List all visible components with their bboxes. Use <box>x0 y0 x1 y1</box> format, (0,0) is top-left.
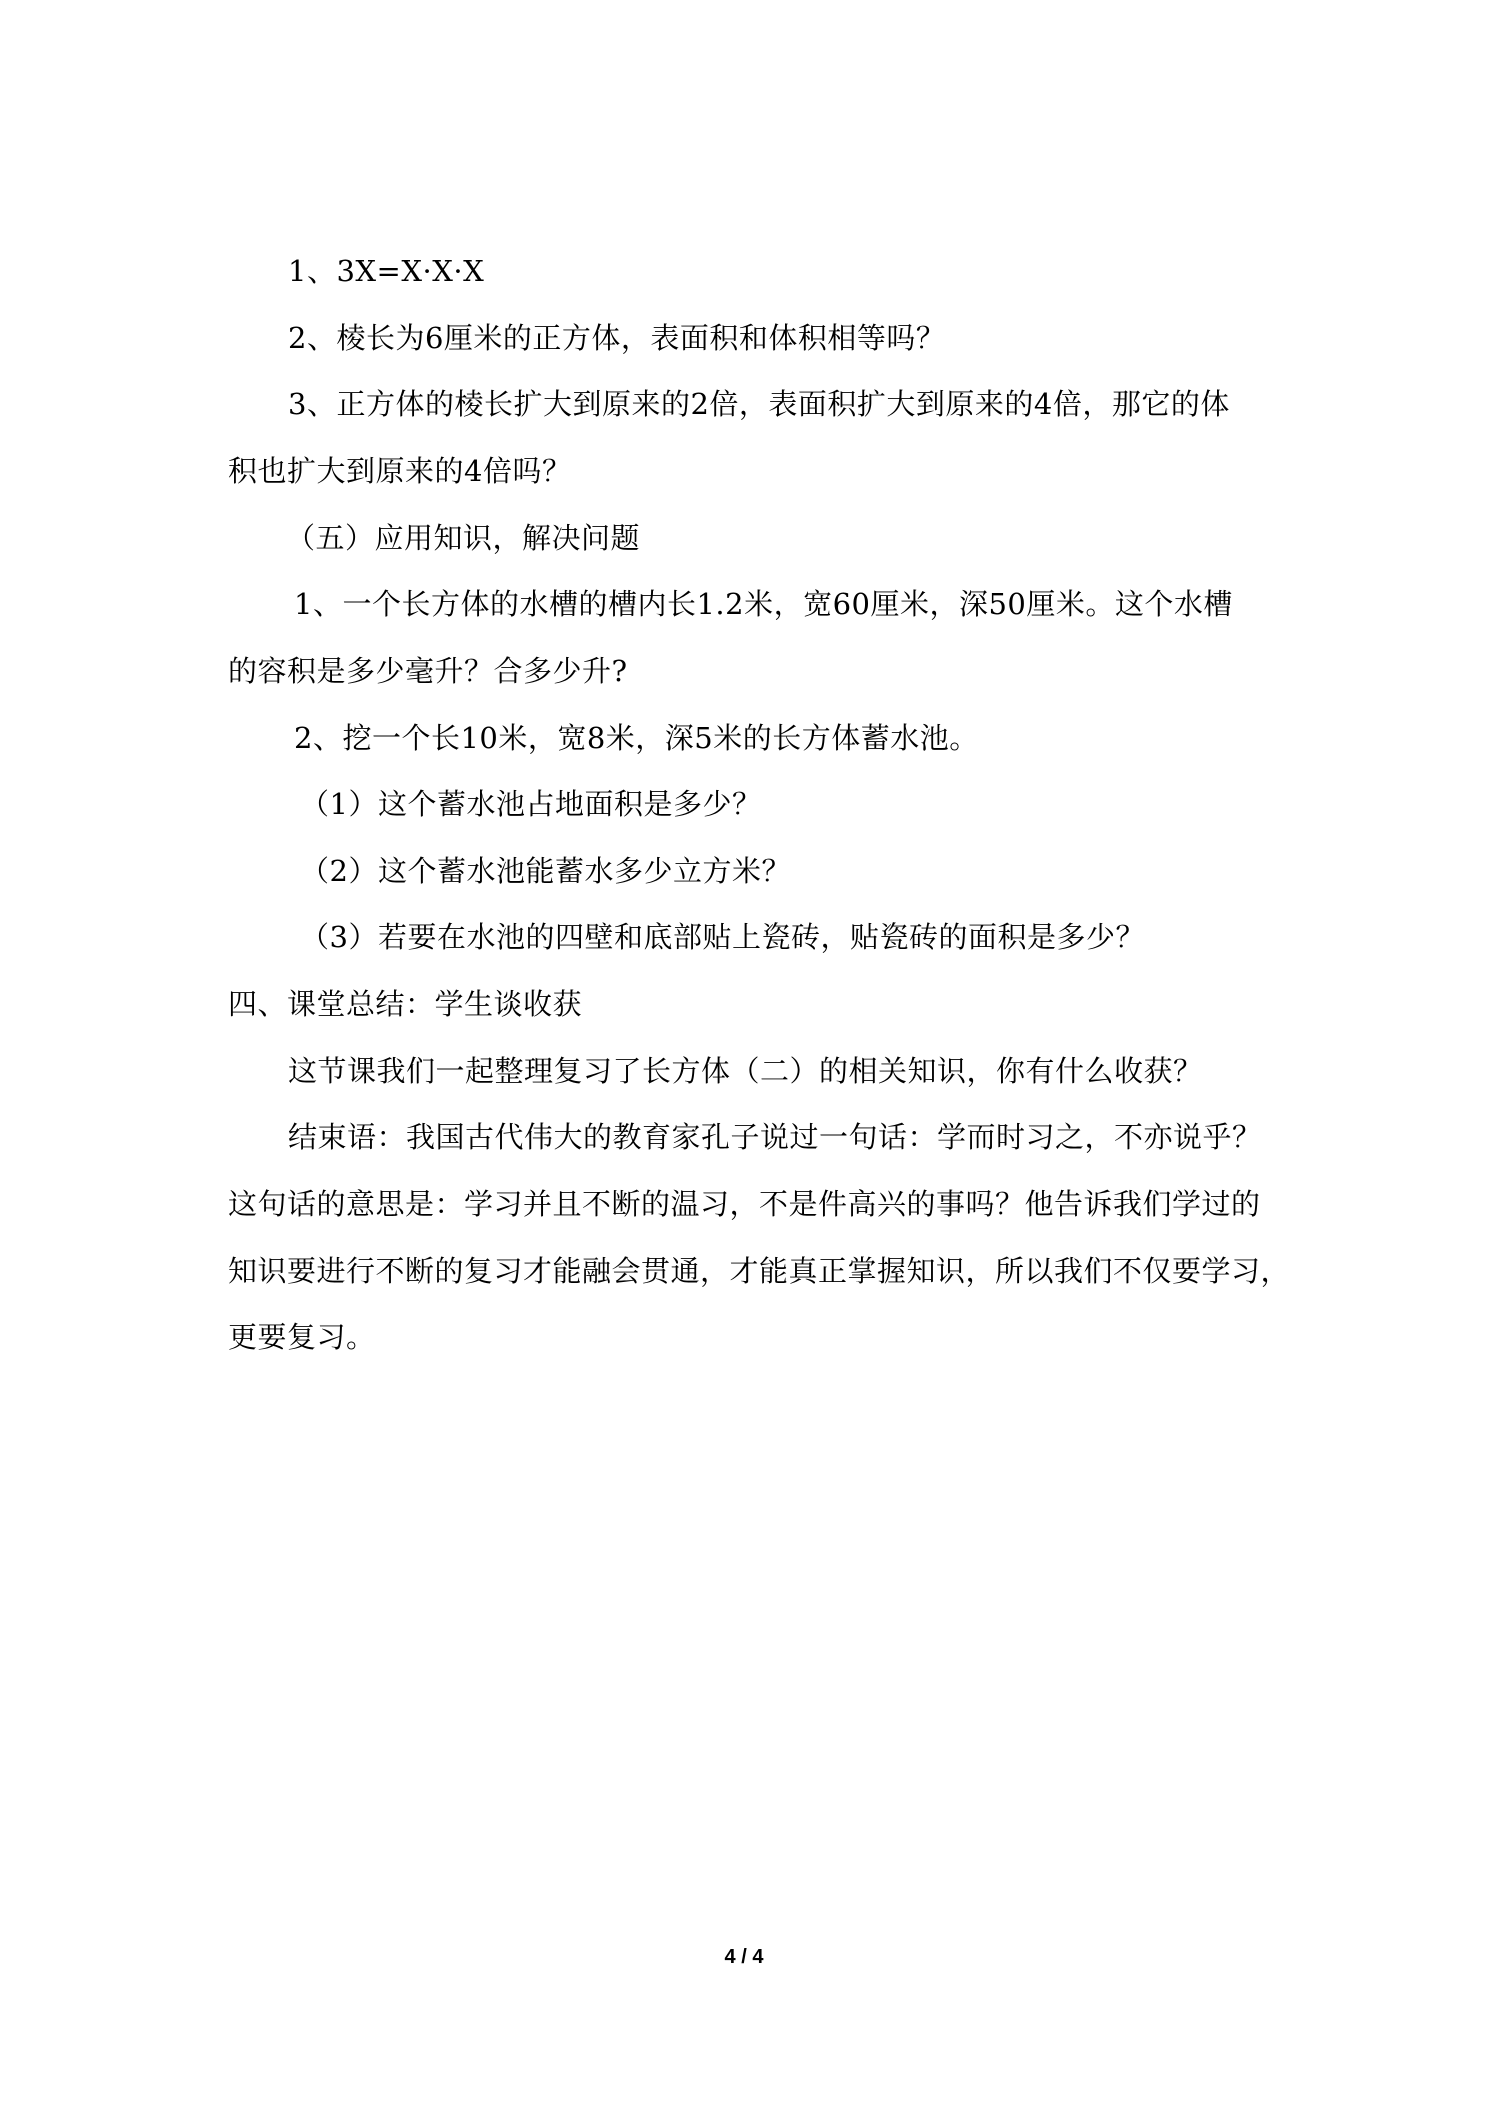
problem-2-part-2: （2）这个蓄水池能蓄水多少立方米？ <box>300 854 791 888</box>
problem-2-part-1: （1）这个蓄水池占地面积是多少？ <box>300 787 762 821</box>
problem-2: 2、挖一个长10米，宽8米，深5米的长方体蓄水池。 <box>294 721 979 755</box>
question-3-line-1: 3、正方体的棱长扩大到原来的2倍，表面积扩大到原来的4倍，那它的体 <box>288 387 1230 421</box>
closing-line-2: 这句话的意思是：学习并且不断的温习，不是件高兴的事吗？他告诉我们学过的 <box>228 1187 1261 1221</box>
question-3-line-2: 积也扩大到原来的4倍吗？ <box>228 454 572 488</box>
section-4-heading: 四、课堂总结：学生谈收获 <box>228 987 583 1021</box>
closing-line-1: 结束语：我国古代伟大的教育家孔子说过一句话：学而时习之，不亦说乎？ <box>288 1120 1262 1154</box>
question-2: 2、棱长为6厘米的正方体，表面积和体积相等吗？ <box>288 321 946 355</box>
closing-line-4: 更要复习。 <box>228 1320 376 1354</box>
question-1: 1、3X=X·X·X <box>288 254 485 288</box>
problem-1-line-2: 的容积是多少毫升？合多少升? <box>228 654 628 688</box>
summary-paragraph: 这节课我们一起整理复习了长方体（二）的相关知识，你有什么收获？ <box>288 1054 1203 1088</box>
section-5-heading: （五）应用知识，解决问题 <box>286 521 641 555</box>
problem-2-part-3: （3）若要在水池的四壁和底部贴上瓷砖，贴瓷砖的面积是多少？ <box>300 920 1145 954</box>
closing-line-3: 知识要进行不断的复习才能融会贯通，才能真正掌握知识，所以我们不仅要学习， <box>228 1254 1291 1288</box>
page-number: 4 / 4 <box>724 1946 764 1968</box>
problem-1-line-1: 1、一个长方体的水槽的槽内长1.2米，宽60厘米，深50厘米。这个水槽 <box>294 587 1233 621</box>
